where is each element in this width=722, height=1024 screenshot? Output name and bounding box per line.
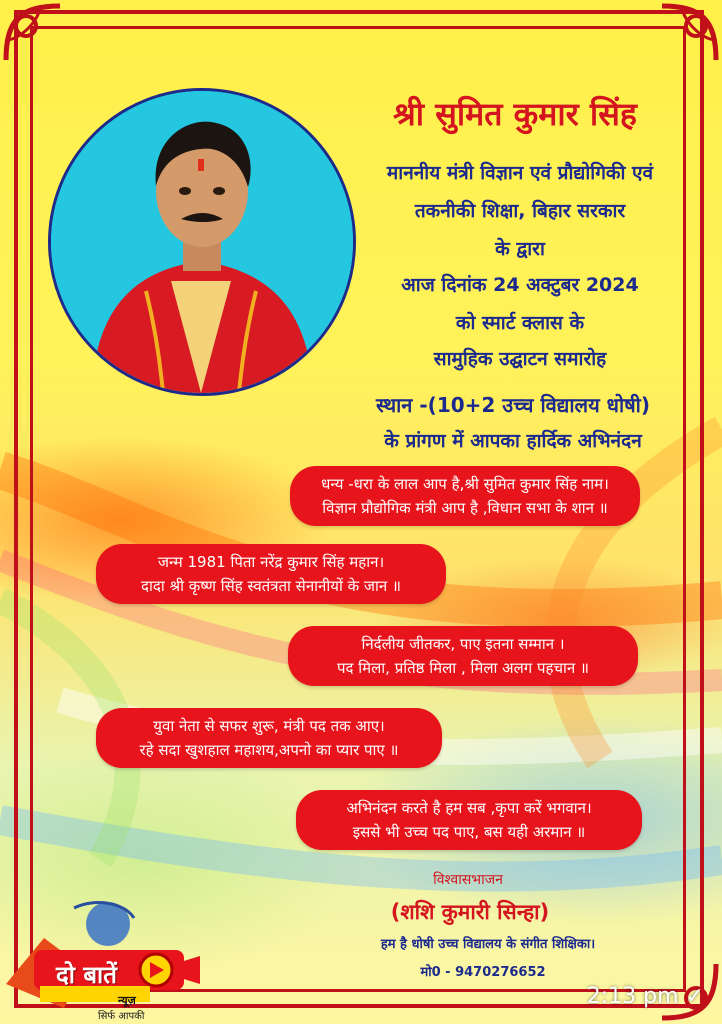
- header-line: स्थान -(10+2 उच्च विद्यालय धोषी): [375, 393, 651, 417]
- verse-line: इससे भी उच्च पद पाए, बस यही अरमान ॥: [352, 823, 586, 841]
- timestamp: [587, 984, 704, 1009]
- photo-portrait-icon: [51, 91, 353, 393]
- timestamp-text: 2:13 pm: [586, 984, 679, 1009]
- logo-subtitle: न्यूज़: [118, 994, 136, 1007]
- signature-role: हम है धोषी उच्च विद्यालय के संगीत शिक्षिका।: [380, 937, 596, 952]
- verse-pill: [96, 544, 446, 604]
- corner-ornament-icon: [0, 0, 70, 70]
- verse-pill: [288, 626, 638, 686]
- verse-pill: [296, 790, 642, 850]
- portrait-photo: [48, 88, 356, 396]
- header-line: आज दिनांक 24 अक्टुबर 2024: [401, 274, 639, 296]
- header-line: के प्रांगण में आपका हार्दिक अभिनंदन: [384, 430, 642, 452]
- logo-tagline: सिर्फ आपकी: [98, 1011, 145, 1022]
- verse-line: निर्दलीय जीतकर, पाए इतना सम्मान ।: [361, 635, 565, 653]
- verse-line: पद मिला, प्रतिष्ठ मिला , मिला अलग पहचान ॥: [337, 659, 589, 677]
- verse-line: रहे सदा खुशहाल महाशय,अपनो का प्यार पाए ॥: [139, 741, 399, 759]
- corner-ornament-icon: [652, 0, 722, 70]
- verse-line: धन्य -धरा के लाल आप है,श्री सुमित कुमार सिंह नाम।: [321, 475, 609, 493]
- verse-line: अभिनंदन करते है हम सब ,कृपा करें भगवान।: [346, 799, 592, 817]
- verse-line: जन्म 1981 पिता नरेंद्र कुमार सिंह महान।: [157, 553, 385, 571]
- verse-line: युवा नेता से सफर शुरू, मंत्री पद तक आए।: [153, 717, 385, 735]
- header-line: तकनीकी शिक्षा, बिहार सरकार: [414, 200, 626, 222]
- header-line: माननीय मंत्री विज्ञान एवं प्रौद्योगिकी एवं: [386, 162, 654, 184]
- header-line: के द्वारा: [495, 238, 545, 260]
- honoree-name: श्री सुमित कुमार सिंह: [393, 95, 637, 133]
- header-line: को स्मार्ट क्लास के: [455, 312, 585, 334]
- verse-line: दादा श्री कृष्ण सिंह स्वतंत्रता सेनानीयों के जान ॥: [141, 577, 401, 595]
- signature-phone: मो0 - 9470276652: [420, 965, 546, 980]
- verse-pill: [96, 708, 442, 768]
- logo-title: दो बातें: [56, 961, 117, 989]
- verse-pill: [290, 466, 640, 526]
- verse-line: विज्ञान प्रौद्योगिक मंत्री आप है ,विधान सभा के शान ॥: [322, 499, 608, 517]
- header-line: सामुहिक उद्घाटन समारोह: [433, 348, 607, 370]
- signature-label: विश्वासभाजन: [433, 872, 503, 888]
- signature-name: (शशि कुमारी सिन्हा): [390, 900, 550, 924]
- check-mark-icon: ✓: [685, 984, 704, 1009]
